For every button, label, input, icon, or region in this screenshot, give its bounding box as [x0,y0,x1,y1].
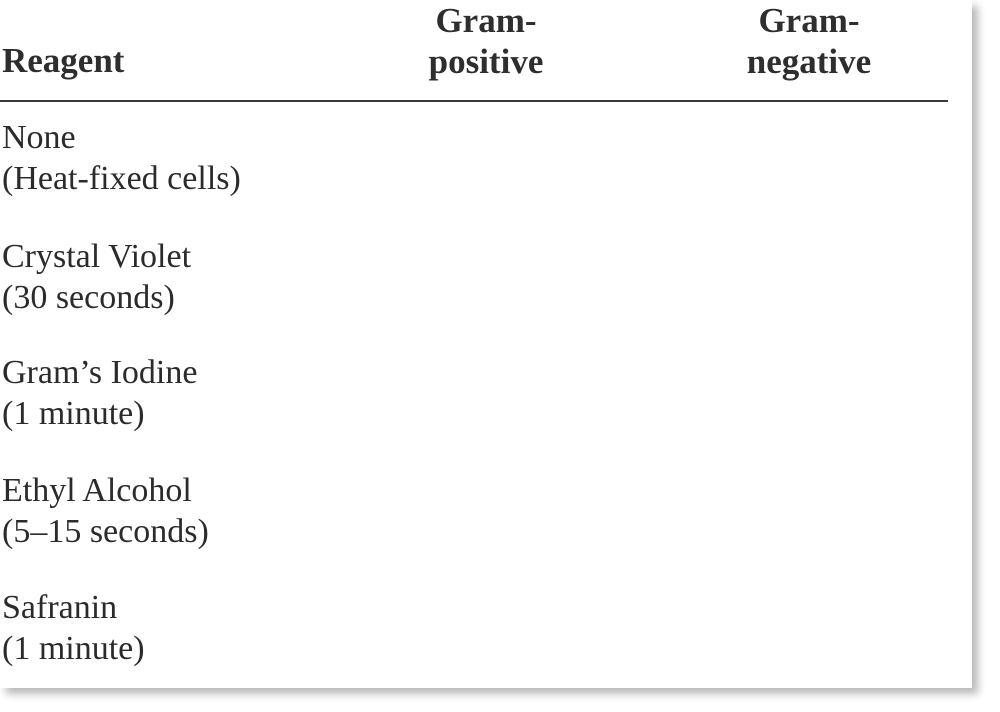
table-row [2,236,191,318]
header-gram-negative-line2: negative [746,42,872,81]
gram-positive-cell [470,610,480,620]
gram-negative-cell [795,259,805,269]
gram-positive-cell [470,259,480,269]
gram-negative-cell [795,140,805,150]
reagent-duration: (5–15 seconds) [2,513,209,550]
table-header [0,0,948,102]
table-row [2,587,145,669]
header-gram-negative-line1: Gram- [758,1,860,40]
gram-negative-cell [795,493,805,503]
header-gram-positive [424,0,548,82]
header-reagent-label: Reagent [2,41,125,80]
reagent-duration: (1 minute) [2,630,145,667]
table-row [2,470,209,552]
table-row [2,117,241,199]
reagent-name: Safranin [2,589,118,626]
reagent-name: None [2,119,76,156]
reagent-duration: (1 minute) [2,395,145,432]
header-gram-positive-line2: positive [428,42,544,81]
reagent-duration: (30 seconds) [2,279,175,316]
reagent-name: Crystal Violet [2,238,192,275]
gram-positive-cell [470,493,480,503]
table-row [2,352,197,434]
gram-negative-cell [795,610,805,620]
header-gram-negative [745,0,873,82]
gram-positive-cell [470,140,480,150]
gram-positive-cell [470,375,480,385]
header-gram-positive-line1: Gram- [435,1,537,40]
gram-negative-cell [795,375,805,385]
reagent-name: Gram’s Iodine [2,354,198,391]
header-reagent [2,40,124,81]
reagent-duration: (Heat-fixed cells) [2,160,241,197]
reagent-name: Ethyl Alcohol [2,472,192,509]
